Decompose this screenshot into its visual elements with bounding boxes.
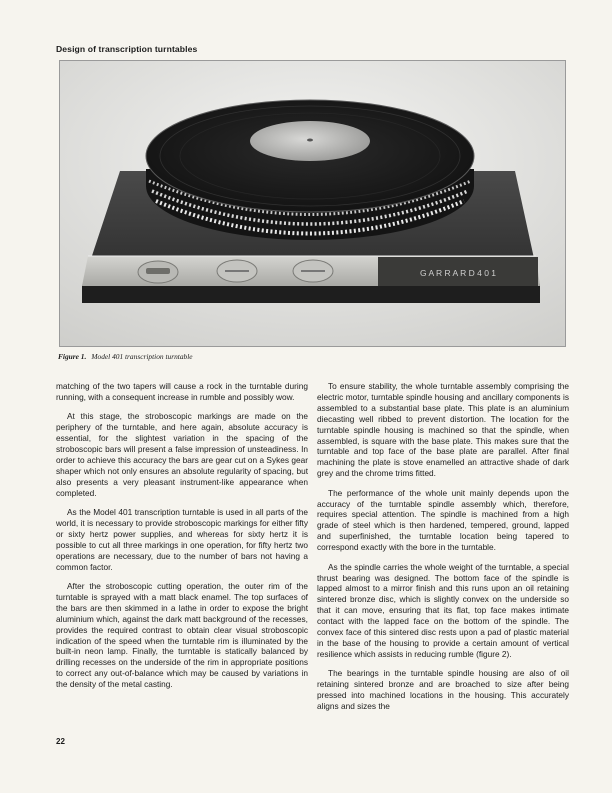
- caption-text: Model 401 transcription turntable: [91, 352, 193, 361]
- paragraph: As the Model 401 transcription turntable is used in all parts of the world, it is necessary to provide stroboscopic markings for either fifty or sixty hertz power supplies, and whereas for sixty hertz it is possible to cut all three markings in one operation, for fifty hertz two operations are necessary, due to the number of bars not having a common factor.: [56, 507, 308, 572]
- paragraph: The bearings in the turntable spindle housing are also of oil retaining sintered bronze and are broached to size after being pressed into machined locations in the housing. This accurately aligns and sizes the: [317, 668, 569, 711]
- fine-speed-knob: [217, 260, 257, 282]
- paragraph: At this stage, the stroboscopic markings are made on the periphery of the turntable, and here again, absolute accuracy is essential, for the slightest variation in the spacing of the stroboscopic bars will present a false impression of unsteadiness. In order to achieve this accuracy the bars are gear cut on a Sykes gear shaper which not only ensures an absolute regularity of spacing, but also presents a very pleasant instrument-like appearance when completed.: [56, 411, 308, 498]
- paragraph: After the stroboscopic cutting operation, the outer rim of the turntable is sprayed with a matt black enamel. The top surfaces of the bars are then skimmed in a lathe in order to expose the bright aluminium which, against the dark matt background of the recesses, provides the required contrast to obtain clear visual stroboscopic indication of the speed when the turntable rim is illuminated by the built-in neon lamp. Finally, the turntable is statically balanced by drilling recesses on the underside of the rim in appropriate positions to correct any out-of-balance which may be caused by variations in the density of the metal casting.: [56, 581, 308, 690]
- brake-knob: [293, 260, 333, 282]
- running-head: Design of transcription turntables: [56, 44, 198, 54]
- turntable-photo: [60, 61, 565, 346]
- caption-label: Figure 1.: [58, 352, 87, 361]
- paragraph: To ensure stability, the whole turntable assembly comprising the electric motor, turntable spindle housing and ancillary components is assembled to a substantial base plate. This plate is an aluminium diecasting well ribbed to prevent distortion. The location for the turntable spindle housing is machined so that the spindle, when assembled, is square with the base plate. This makes sure that the turntable and top face of the base plate are parallel. After final machining the plate is stove enamelled an attractive shade of dark grey and the chrome trims fitted.: [317, 381, 569, 479]
- text-column-right: [317, 381, 569, 720]
- paragraph: As the spindle carries the whole weight of the turntable, a special thrust bearing was designed. The bottom face of the spindle is lapped almost to a mirror finish and this runs upon an oil retaining sintered bronze disc, which is slightly convex on the underside so that it can move, ensuring that its flat, top face makes intimate contact with the lapped face on the bottom of the spindle. The convex face of this sintered disc rests upon a pad of plastic material in the base of the housing to provide a certain amount of vertical resilience which assists in reducing rumble (figure 2).: [317, 561, 569, 659]
- page-number: 22: [56, 737, 65, 746]
- spindle: [307, 139, 313, 142]
- nameplate-text: G A R R A R D 4 0 1: [419, 268, 497, 278]
- speed-knob: [138, 261, 178, 283]
- figure-caption: [58, 352, 193, 361]
- paragraph: The performance of the whole unit mainly depends upon the accuracy of the turntable spindle assembly which, therefore, requires special attention. The spindle is machined from a high grade of steel which is then hardened, tempered, ground, lapped and superfinished, the turntable location being tapered to correspond exactly with the bore in the turntable.: [317, 487, 569, 553]
- plinth-edge: [82, 286, 540, 303]
- paragraph: matching of the two tapers will cause a rock in the turntable during running, with a consequent increase in rumble and possibly wow.: [56, 381, 308, 402]
- text-column-left: [56, 381, 308, 699]
- figure-turntable-photo: [59, 60, 566, 347]
